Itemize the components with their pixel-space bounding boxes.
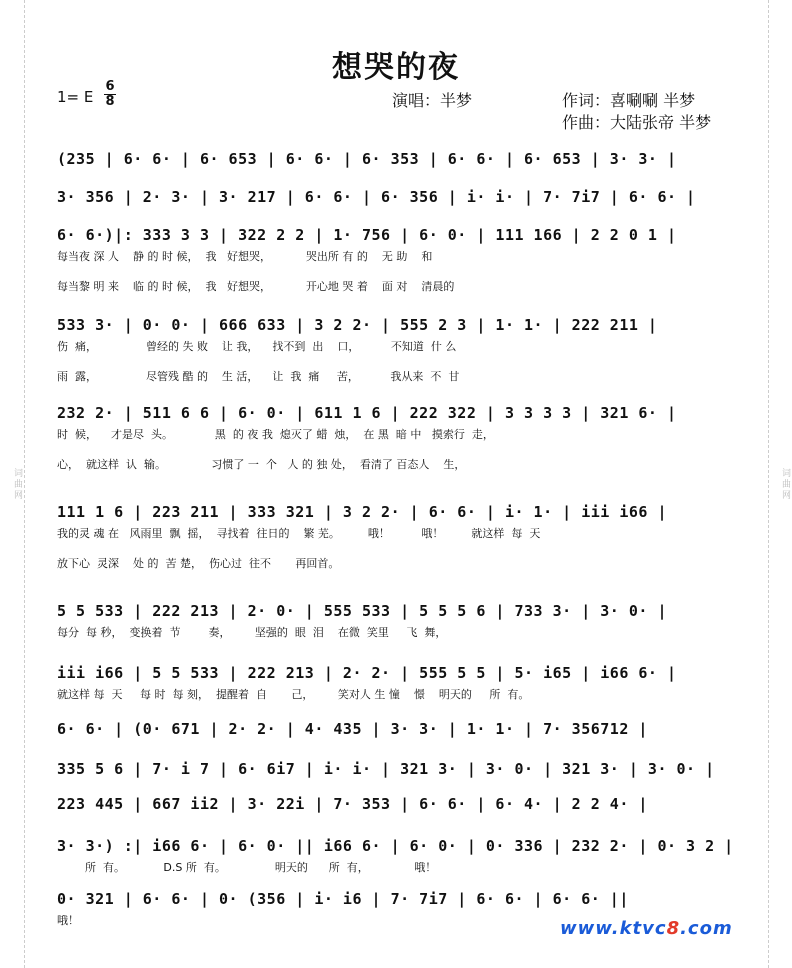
notation-row: (235 | 6· 6· | 6· 653 | 6· 6· | 6· 353 | 6· 6· | 6· 653 | 3· 3· |	[57, 150, 677, 168]
notation-row: 232 2· | 511 6 6 | 6· 0· | 611 1 6 | 222 322 | 3 3 3 3 | 321 6· |	[57, 404, 677, 422]
notation-row: 533 3· | 0· 0· | 666 633 | 3 2 2· | 555 2 3 | 1· 1· | 222 211 |	[57, 316, 658, 334]
time-signature-denominator: 8	[105, 94, 115, 109]
lyric-line: 心， 就这样 认 输。 习惯了 一 个 人 的 独 处， 看清了 百态人 生，	[57, 458, 466, 471]
notation-row: 223 445 | 667 ii2 | 3· 22i | 7· 353 | 6· 6· | 6· 4· | 2 2 4· |	[57, 795, 648, 813]
lyricist-credit: 作词：喜唰唰 半梦	[562, 91, 696, 110]
lyric-line: 每当黎 明 来 临 的 时 候， 我 好想哭， 开心地 哭 着 面 对 清晨的	[57, 280, 455, 293]
notation-row: 111 1 6 | 223 211 | 333 321 | 3 2 2· | 6· 6· | i· 1· | iii i66 |	[57, 503, 667, 521]
lyric-line: 每当夜 深 人 静 的 时 候， 我 好想哭， 哭出所 有 的 无 助 和	[57, 250, 433, 263]
website-part-a: www.ktvc	[560, 918, 667, 939]
website-logo	[560, 918, 733, 939]
website-part-b: 8	[666, 918, 681, 939]
notation-row: 3· 356 | 2· 3· | 3· 217 | 6· 6· | 6· 356 | i· i· | 7· 7i7 | 6· 6· |	[57, 188, 696, 206]
notation-row: 335 5 6 | 7· i 7 | 6· 6i7 | i· i· | 321 3· | 3· 0· | 321 3· | 3· 0· |	[57, 760, 715, 778]
composer-credit: 作曲：大陆张帝 半梦	[562, 113, 712, 132]
time-signature-numerator: 6	[105, 79, 115, 94]
lyric-line: 就这样 每 天 每 时 每 刻， 提醒着 自 己， 笑对人 生 憧 憬 明天的 所 有。	[57, 688, 530, 701]
notation-row: 3· 3·) :| i66 6· | 6· 0· || i66 6· | 6· 0· | 0· 336 | 232 2· | 0· 3 2 |	[57, 837, 734, 855]
notation-row: iii i66 | 5 5 533 | 222 213 | 2· 2· | 555 5 5 | 5· i65 | i66 6· |	[57, 664, 677, 682]
lyric-line: 我的灵 魂 在 风雨里 飘 摇， 寻找着 往日的 繁 芜。 哦！ 哦！ 就这样 每 天	[57, 527, 541, 540]
left-watermark: 词曲网	[12, 467, 22, 501]
notation-row: 6· 6· | (0· 671 | 2· 2· | 4· 435 | 3· 3· | 1· 1· | 7· 356712 |	[57, 720, 648, 738]
lyric-line: 时 候， 才是尽 头。 黑 的 夜 我 熄灭了 蜡 烛， 在 黑 暗 中 摸索行 走，	[57, 428, 494, 441]
lyric-line: 雨 露， 尽管残 酷 的 生 活， 让 我 痛 苦， 我从来 不 甘	[57, 370, 460, 383]
notation-row: 0· 321 | 6· 6· | 0· (356 | i· i6 | 7· 7i7 | 6· 6· | 6· 6· ||	[57, 890, 629, 908]
lyric-line: 伤 痛， 曾经的 失 败 让 我， 找不到 出 口， 不知道 什 么	[57, 340, 457, 353]
left-divider	[24, 0, 25, 968]
notation-row: 5 5 533 | 222 213 | 2· 0· | 555 533 | 5 5 5 6 | 733 3· | 3· 0· |	[57, 602, 667, 620]
singer-credit: 演唱：半梦	[392, 91, 473, 110]
notation-row: 6· 6·)|: 333 3 3 | 322 2 2 | 1· 756 | 6· 0· | 111 166 | 2 2 0 1 |	[57, 226, 677, 244]
website-part-c: .com	[680, 918, 733, 939]
lyric-line: 哦！	[57, 914, 79, 927]
song-title: 想哭的夜	[332, 50, 460, 85]
right-divider	[768, 0, 769, 968]
lyric-line: 所 有。 D.S 所 有。 明天的 所 有， 哦！	[57, 861, 437, 874]
right-watermark: 词曲网	[780, 467, 790, 501]
lyric-line: 每分 每 秒， 变换着 节 奏， 坚强的 眼 泪 在微 笑里 飞 舞，	[57, 626, 447, 639]
time-signature	[104, 80, 116, 109]
key-signature: 1= E	[57, 88, 94, 106]
lyric-line: 放下心 灵深 处 的 苦 楚， 伤心过 往不 再回首。	[57, 557, 340, 570]
